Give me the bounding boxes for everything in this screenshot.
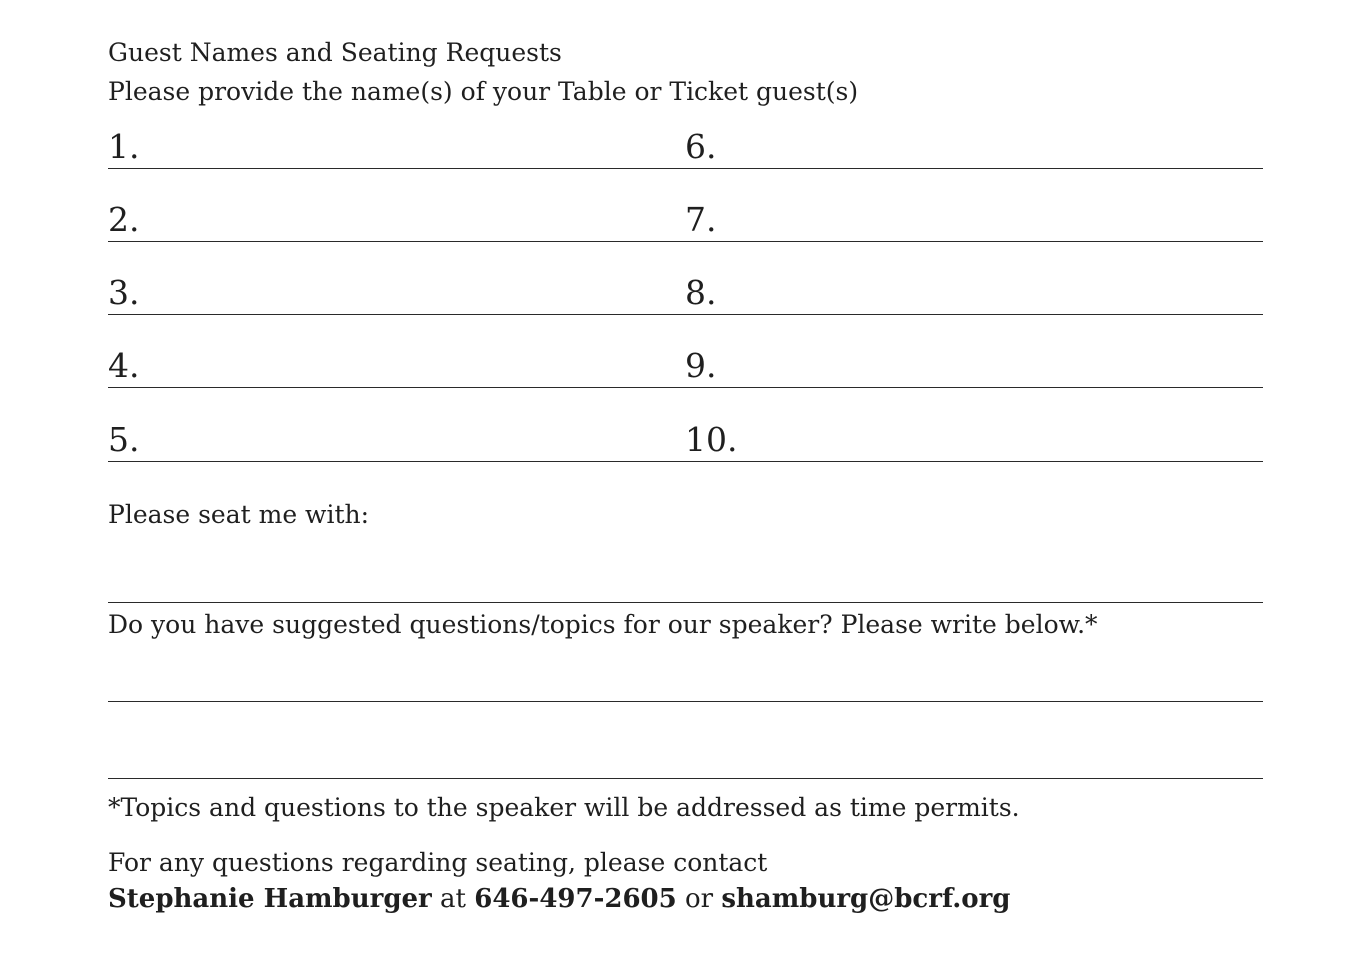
contact-name: Stephanie Hamburger <box>108 884 432 914</box>
guest-number: 7. <box>685 200 717 239</box>
guest-number: 6. <box>685 127 717 166</box>
guest-line-3[interactable] <box>108 264 686 315</box>
guest-line-4[interactable] <box>108 337 686 388</box>
guest-line-7[interactable] <box>685 191 1263 242</box>
questions-label: Do you have suggested questions/topics for our speaker? Please write below.* <box>108 610 1098 639</box>
contact-details <box>108 883 1010 915</box>
questions-line-1[interactable] <box>108 701 1263 702</box>
guest-line-8[interactable] <box>685 264 1263 315</box>
form-title: Guest Names and Seating Requests <box>108 38 562 67</box>
guest-line-5[interactable] <box>108 411 686 462</box>
guest-number: 9. <box>685 346 717 385</box>
form-subtitle: Please provide the name(s) of your Table or Ticket guest(s) <box>108 77 859 106</box>
seat-with-label: Please seat me with: <box>108 500 370 529</box>
guest-number: 8. <box>685 273 717 312</box>
guest-line-1[interactable] <box>108 118 686 169</box>
guest-line-2[interactable] <box>108 191 686 242</box>
contact-intro: For any questions regarding seating, please contact <box>108 848 768 877</box>
guest-line-9[interactable] <box>685 337 1263 388</box>
questions-note: *Topics and questions to the speaker will be addressed as time permits. <box>108 793 1020 822</box>
guest-number: 2. <box>108 200 140 239</box>
guest-number: 1. <box>108 127 140 166</box>
guest-number: 5. <box>108 420 140 459</box>
questions-line-2[interactable] <box>108 778 1263 779</box>
seating-request-form <box>108 0 1263 964</box>
contact-phone: 646-497-2605 <box>474 884 677 914</box>
guest-number: 10. <box>685 420 738 459</box>
contact-email: shamburg@bcrf.org <box>721 884 1011 914</box>
contact-or: or <box>676 884 722 914</box>
guest-line-6[interactable] <box>685 118 1263 169</box>
seat-with-line[interactable] <box>108 602 1263 603</box>
guest-line-10[interactable] <box>685 411 1263 462</box>
guest-number: 3. <box>108 273 140 312</box>
guest-number: 4. <box>108 346 140 385</box>
contact-at: at <box>431 884 475 914</box>
